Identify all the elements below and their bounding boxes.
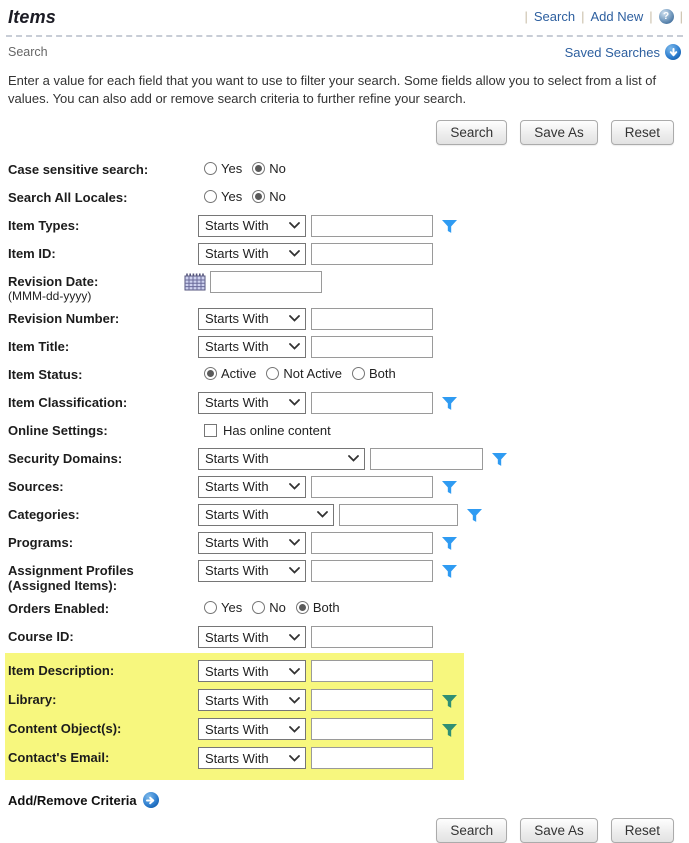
radio-group [204,187,292,204]
value-input[interactable] [311,560,433,582]
radio-icon-selected[interactable] [296,601,309,614]
has-online-content-checkbox[interactable]: Has online content [204,420,331,438]
filter-icon[interactable] [441,723,458,738]
operator-select[interactable]: Starts With [198,243,306,265]
radio-option-no[interactable]: No [252,189,286,204]
radio-icon-selected[interactable] [252,162,265,175]
field-label: Online Settings: [8,422,108,438]
field-label: Sources: [8,478,64,494]
value-input[interactable] [311,215,433,237]
save-as-button[interactable]: Save As [520,120,598,145]
chevron-down-circle-icon[interactable] [665,44,681,60]
header-search-link[interactable]: Search [533,9,576,24]
section-label: Search [8,45,48,59]
field-label: Item Description: [8,663,115,679]
radio-group [204,364,402,381]
radio-option-both[interactable]: Both [352,366,396,381]
checkbox-icon[interactable] [204,424,217,437]
value-input[interactable] [311,660,433,682]
operator-select[interactable]: Starts With [198,532,306,554]
operator-select[interactable]: Starts With [198,504,334,526]
field-row-security-domains [0,448,689,472]
field-row-assignment-profiles [0,560,689,594]
field-label: Course ID: [8,629,74,645]
radio-option-yes[interactable]: Yes [204,600,242,615]
page-title: Items [8,7,57,27]
radio-icon[interactable] [266,367,279,380]
value-input[interactable] [311,626,433,648]
radio-icon[interactable] [204,601,217,614]
value-input[interactable] [311,689,433,711]
radio-icon[interactable] [252,601,265,614]
field-label: Case sensitive search: [8,161,149,177]
field-row-item-types [0,215,689,239]
instructions-text: Enter a value for each field that you want to use to filter your search. Some fields allow you to select from a list of values. You can also add or remove search criteria to further refine your search. [8,73,657,106]
field-label: Revision Date: (MMM-dd-yyyy) [8,273,99,304]
field-label: Orders Enabled: [8,601,110,617]
operator-select[interactable]: Starts With [198,718,306,740]
radio-icon-selected[interactable] [252,190,265,203]
search-button[interactable]: Search [436,120,507,145]
field-label: Item Title: [8,338,70,354]
field-row-item-description [5,660,464,684]
value-input[interactable] [311,532,433,554]
operator-select[interactable]: Starts With [198,560,306,582]
radio-option-yes[interactable]: Yes [204,189,242,204]
field-label: Item Classification: [8,394,128,410]
operator-select[interactable]: Starts With [198,308,306,330]
field-row-search-all-locales [0,187,689,211]
highlighted-criteria-block [5,653,464,780]
field-row-item-id [0,243,689,267]
value-input[interactable] [311,308,433,330]
add-remove-criteria[interactable] [0,786,689,808]
add-remove-criteria-label: Add/Remove Criteria [8,792,137,808]
divider: | [649,9,653,24]
field-label: Revision Number: [8,310,120,326]
header-add-new-link[interactable]: Add New [590,9,644,24]
field-row-online-settings [0,420,689,444]
saved-searches-label: Saved Searches [564,44,660,60]
help-icon[interactable]: ? [659,9,674,24]
field-row-sources [0,476,689,500]
arrow-right-circle-icon[interactable] [143,792,159,808]
value-input[interactable] [311,747,433,769]
operator-select[interactable]: Starts With [198,689,306,711]
search-form [0,145,689,843]
page-header [0,0,689,28]
filter-icon[interactable] [441,694,458,709]
field-row-content-objects [5,718,464,742]
value-input[interactable] [311,336,433,358]
reset-button[interactable]: Reset [611,818,674,843]
radio-group [204,598,346,615]
value-input[interactable] [339,504,458,526]
radio-option-not-active[interactable]: Not Active [266,366,342,381]
field-label: Item Status: [8,366,83,382]
field-row-item-title [0,336,689,360]
field-row-item-classification [0,392,689,416]
field-row-categories [0,504,689,528]
radio-option-no[interactable]: No [252,600,286,615]
divider: | [679,9,683,24]
radio-icon[interactable] [352,367,365,380]
filter-icon[interactable] [466,508,483,523]
field-label: Library: [8,692,57,708]
field-label: Content Object(s): [8,721,122,737]
search-button[interactable]: Search [436,818,507,843]
operator-select[interactable]: Starts With [198,215,306,237]
radio-option-yes[interactable]: Yes [204,161,242,176]
filter-icon[interactable] [441,564,458,579]
field-label: Item Types: [8,217,80,233]
field-row-course-id [0,626,689,650]
reset-button[interactable]: Reset [611,120,674,145]
value-input[interactable] [311,243,433,265]
field-row-library [5,689,464,713]
divider: | [581,9,585,24]
operator-select[interactable]: Starts With [198,747,306,769]
filter-icon[interactable] [441,396,458,411]
operator-select[interactable]: Starts With [198,392,306,414]
divider: | [524,9,528,24]
radio-icon[interactable] [204,162,217,175]
filter-icon[interactable] [441,219,458,234]
field-row-case-sensitive [0,159,689,183]
field-row-orders-enabled [0,598,689,622]
field-row-revision-number [0,308,689,332]
field-label: Item ID: [8,245,56,261]
saved-searches-link[interactable] [565,44,681,60]
value-input[interactable] [311,392,433,414]
field-label: Programs: [8,534,74,550]
value-input[interactable] [370,448,483,470]
radio-icon-selected[interactable] [204,367,217,380]
operator-select[interactable]: Starts With [198,660,306,682]
date-input[interactable] [210,271,322,293]
field-row-contacts-email [5,747,464,771]
field-label: Categories: [8,506,80,522]
field-label: Assignment Profiles (Assigned Items): [8,562,134,594]
filter-icon[interactable] [441,480,458,495]
radio-option-both[interactable]: Both [296,600,340,615]
field-row-programs [0,532,689,556]
header-links [524,9,683,24]
calendar-icon[interactable] [184,272,206,291]
field-label: Search All Locales: [8,189,128,205]
top-button-row [0,108,689,145]
field-label: Contact's Email: [8,750,110,766]
operator-select[interactable]: Starts With [198,626,306,648]
operator-select[interactable]: Starts With [198,476,306,498]
field-row-item-status [0,364,689,388]
operator-select[interactable]: Starts With [198,336,306,358]
radio-group [204,159,292,176]
save-as-button[interactable]: Save As [520,818,598,843]
field-row-revision-date [0,271,689,304]
radio-icon[interactable] [204,190,217,203]
value-input[interactable] [311,718,433,740]
filter-icon[interactable] [491,452,508,467]
value-input[interactable] [311,476,433,498]
radio-option-active[interactable]: Active [204,366,256,381]
field-label: Security Domains: [8,450,123,466]
subheader [0,37,689,60]
bottom-button-row [0,808,689,843]
filter-icon[interactable] [441,536,458,551]
operator-select[interactable]: Starts With [198,448,365,470]
radio-option-no[interactable]: No [252,161,286,176]
